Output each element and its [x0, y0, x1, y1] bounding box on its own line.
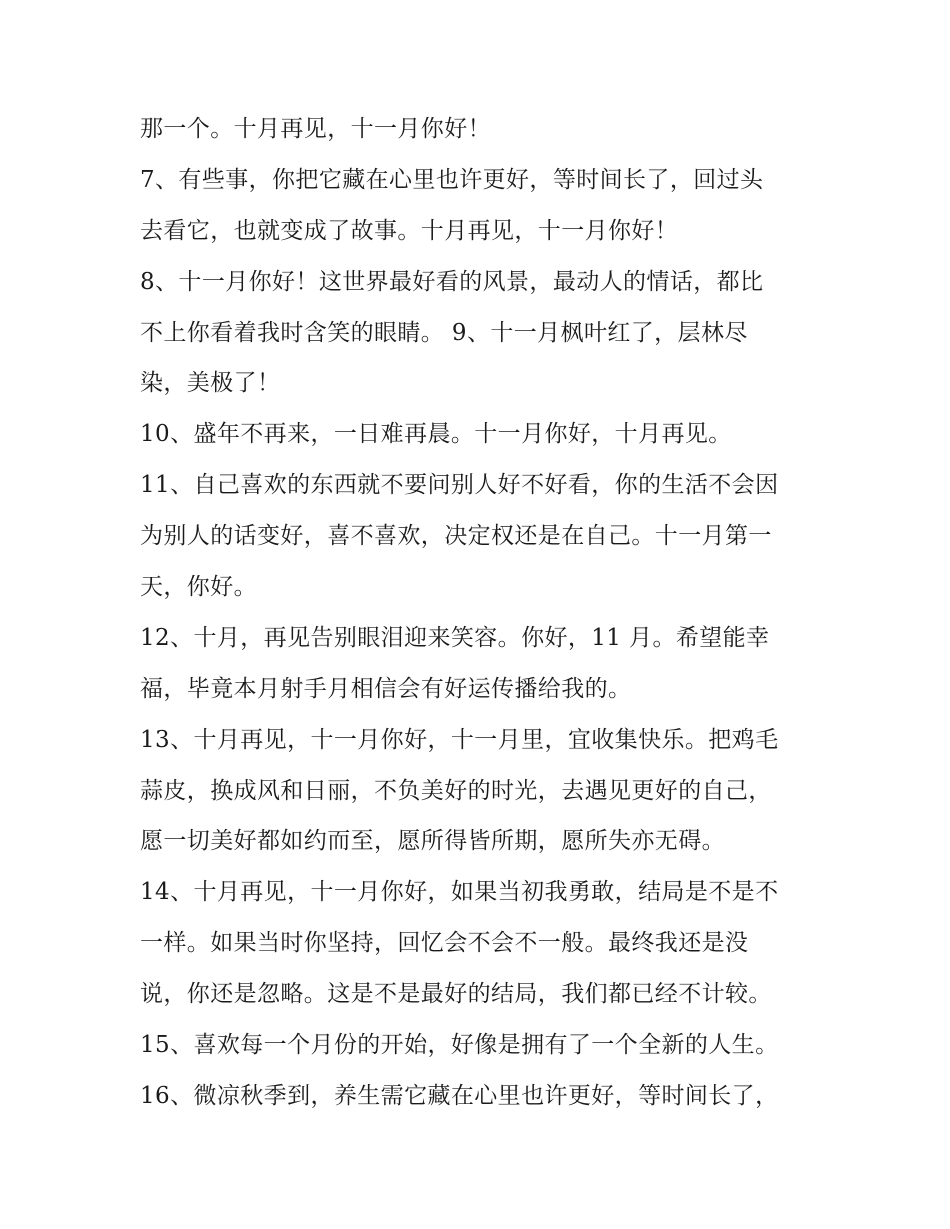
text-line: 不上你看着我时含笑的眼睛。 9、十一月枫叶红了，层林尽	[140, 319, 748, 346]
text-line: 那一个。十月再见，十一月你好！	[140, 116, 491, 142]
text-line: 天，你好。	[140, 574, 257, 601]
text-line: 一样。如果当时你坚持，回忆会不会不一般。最终我还是没	[140, 930, 749, 957]
text-line: 16、微凉秋季到，养生需它藏在心里也许更好，等时间长了，	[140, 1082, 779, 1109]
text-line: 蒜皮，换成风和日丽，不负美好的时光，去遇见更好的自己，	[140, 777, 772, 804]
text-line: 10、盛年不再来，一日难再晨。十一月你好，十月再见。	[140, 421, 732, 448]
text-line: 13、十月再见，十一月你好，十一月里，宜收集快乐。把鸡毛	[140, 726, 779, 753]
document-body	[140, 104, 830, 1122]
text-line: 为别人的话变好，喜不喜欢，决定权还是在自己。十一月第一	[140, 523, 772, 550]
text-line: 愿一切美好都如约而至，愿所得皆所期，愿所失亦无碍。	[140, 828, 725, 855]
text-line: 去看它，也就变成了故事。十月再见，十一月你好！	[140, 217, 679, 244]
text-line: 14、十月再见，十一月你好，如果当初我勇敢，结局是不是不	[140, 879, 779, 906]
text-line: 15、喜欢每一个月份的开始，好像是拥有了一个全新的人生。	[140, 1032, 779, 1059]
text-line: 染，美极了！	[140, 370, 281, 397]
text-line: 7、有些事，你把它藏在心里也许更好，等时间长了，回过头	[140, 166, 764, 193]
text-line: 11、自己喜欢的东西就不要问别人好不好看，你的生活不会因	[140, 472, 779, 499]
text-line: 12、十月，再见告别眼泪迎来笑容。你好，11 月。希望能幸	[140, 624, 770, 651]
text-line: 福，毕竟本月射手月相信会有好运传播给我的。	[140, 675, 632, 702]
text-line: 说，你还是忽略。这是不是最好的结局，我们都已经不计较。	[140, 981, 772, 1008]
text-line: 8、十一月你好！这世界最好看的风景，最动人的情话，都比	[140, 268, 764, 295]
